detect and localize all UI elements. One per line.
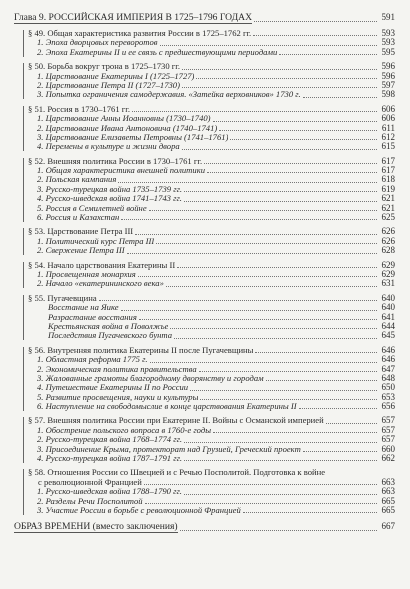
subsection-entry <box>14 166 395 175</box>
page-number: 665 <box>381 504 395 515</box>
page-number: 621 <box>381 193 395 204</box>
page-number: 660 <box>381 443 395 454</box>
section-heading <box>14 416 395 425</box>
entry-title: Глава 9. РОССИЙСКАЯ ИМПЕРИЯ В 1725–1796 ГОДАХ <box>14 12 253 23</box>
dot-leader <box>184 200 377 202</box>
dot-leader <box>243 511 377 513</box>
subsection-entry <box>14 237 395 246</box>
entry-title: 1. Просвещенная монархия <box>37 269 136 279</box>
page-number: 644 <box>381 320 395 331</box>
entry-title: 2. Царствование Ивана Антоновича (1740–1741) <box>37 123 218 133</box>
subsection-entry <box>14 114 395 123</box>
entry-title: 3. Попытка ограничения самодержавия. «Затейка верховников» 1730 г. <box>37 90 301 100</box>
section-bracket-line <box>23 295 24 340</box>
dot-leader <box>303 96 377 98</box>
page-number: 667 <box>381 521 395 532</box>
subsection-entry <box>14 48 395 57</box>
subsection-entry <box>14 90 395 99</box>
entry-title: 6. Россия и Казахстан <box>37 213 120 223</box>
page-number: 640 <box>381 302 395 313</box>
entry-title: 1. Царствование Анны Иоанновны (1730–1740) <box>37 114 211 124</box>
entry-title: § 52. Внешняя политика России в 1730–1761 гг. <box>28 156 203 166</box>
page-number: 591 <box>381 12 395 22</box>
subsection-entry <box>14 175 395 184</box>
section-heading <box>14 227 395 236</box>
section-bracket-line <box>23 63 24 99</box>
dot-leader <box>145 502 377 504</box>
page-number: 593 <box>381 37 395 48</box>
dot-leader <box>255 351 377 353</box>
dot-leader <box>160 44 377 46</box>
subsection-entry <box>14 279 395 288</box>
entry-title: 3. Присоединение Крыма, протекторат над Грузией, Греческий проект <box>37 444 301 454</box>
subsection-entry <box>14 213 395 222</box>
subsection-entry <box>14 497 395 506</box>
page-number: 653 <box>381 391 395 402</box>
section-heading <box>14 105 395 114</box>
subsection-entry <box>14 426 395 435</box>
entry-title: § 51. Россия в 1730–1761 гг. <box>28 104 130 114</box>
section-heading <box>14 157 395 166</box>
page-number: 596 <box>381 70 395 81</box>
subsection-entry <box>14 393 395 402</box>
entry-title: 6. Наступление на свободомыслие в конце царствования Екатерины II <box>37 402 297 412</box>
page-number: 657 <box>381 424 395 435</box>
dot-leader <box>182 86 377 88</box>
entry-title: § 57. Внешняя политика России при Екатерине II. Войны с Османской империей <box>28 416 324 426</box>
entry-title: Разрастание восстания <box>48 312 137 322</box>
dot-leader <box>207 171 377 173</box>
dot-leader <box>190 389 377 391</box>
page-number: 626 <box>381 226 395 237</box>
entry-title: § 55. Пугачевщина <box>28 293 97 303</box>
entry-title: Крестьянская война в Поволжье <box>48 321 169 331</box>
epilogue-heading <box>14 520 395 533</box>
entry-title: 1. Общая характеристика внешней политики <box>37 166 206 176</box>
page-number: 646 <box>381 354 395 365</box>
entry-title: 3. Русско-турецкая война 1735–1739 гг. <box>37 184 182 194</box>
dot-leader <box>182 68 377 70</box>
page-number: 650 <box>381 382 395 393</box>
subsection-entry <box>14 133 395 142</box>
page-number: 645 <box>381 330 395 341</box>
page-number: 611 <box>381 122 395 133</box>
subsection-entry <box>14 72 395 81</box>
entry-title: 2. Разделы Речи Посполитой <box>37 496 143 506</box>
subsection-entry <box>14 81 395 90</box>
subsection-entry <box>14 246 395 255</box>
section-heading <box>14 294 395 303</box>
section-bracket-line <box>23 347 24 411</box>
page-number: 595 <box>381 46 395 57</box>
dot-leader <box>138 275 377 277</box>
dot-leader <box>184 190 377 192</box>
subsection-entry <box>14 365 395 374</box>
page-number: 612 <box>381 131 395 142</box>
subsection-entry <box>14 435 395 444</box>
entry-title: § 53. Царствование Петра III <box>28 227 134 237</box>
entry-title: 2. Экономическая политика правительства <box>37 364 197 374</box>
subsection-entry <box>14 374 395 383</box>
page-number: 615 <box>381 141 395 152</box>
section-bracket-line <box>23 469 24 515</box>
dot-leader <box>174 337 377 339</box>
dot-leader <box>121 309 377 311</box>
page-number: 596 <box>381 61 395 72</box>
entry-title: 1. Областная реформа 1775 г. <box>37 355 148 365</box>
chapter-heading <box>14 11 395 24</box>
page-number: 631 <box>381 278 395 289</box>
entry-title: 2. Начало «екатерининского века» <box>37 279 164 289</box>
subsection-entry <box>14 303 395 312</box>
subsection-entry <box>14 322 395 331</box>
page-number: 629 <box>381 268 395 279</box>
subsection-entry <box>14 445 395 454</box>
entry-title: 1. Политический курс Петра III <box>37 236 155 246</box>
dot-leader <box>279 53 377 55</box>
subsection-entry <box>14 402 395 411</box>
entry-title: § 49. Общая характеристика развития России в 1725–1762 гг. <box>28 29 252 38</box>
section-bracket-line <box>23 106 24 151</box>
subsection-entry <box>14 194 395 203</box>
dot-leader <box>99 299 377 301</box>
page-number: 606 <box>381 113 395 124</box>
entry-title: 2. Эпоха Екатерины II и ее связь с предшествующими периодами <box>37 47 278 57</box>
page-number: 646 <box>381 344 395 355</box>
section-bracket-line <box>23 158 24 222</box>
subsection-entry <box>14 331 395 340</box>
subsection-entry <box>14 185 395 194</box>
entry-title: 3. Царствование Елизаветы Петровны (1741–1761) <box>37 132 229 142</box>
subsection-entry <box>14 487 395 496</box>
page-number: 606 <box>381 103 395 114</box>
section-heading <box>14 346 395 355</box>
dot-leader <box>213 431 377 433</box>
subsection-entry <box>14 142 395 151</box>
entry-title: § 54. Начало царствования Екатерины II <box>28 260 176 270</box>
entry-title: 2. Польская кампания <box>37 175 117 185</box>
section-bracket-line <box>23 417 24 463</box>
dot-leader <box>149 209 377 211</box>
dot-leader <box>196 77 377 79</box>
section-heading-continued <box>14 478 395 487</box>
dot-leader <box>135 233 377 235</box>
section-heading <box>14 62 395 71</box>
dot-leader <box>266 379 377 381</box>
dot-leader <box>254 20 377 22</box>
entry-title: 5. Развитие просвещения, науки и культуры <box>37 392 199 402</box>
section-bracket-line <box>23 30 24 57</box>
page-number: 647 <box>381 363 395 374</box>
section-heading <box>14 468 395 477</box>
page-number: 628 <box>381 245 395 256</box>
subsection-entry <box>14 124 395 133</box>
subsection-entry <box>14 38 395 47</box>
page-number: 597 <box>381 79 395 90</box>
dot-leader <box>213 120 377 122</box>
entry-title: 4. Перемены в культуре и жизни двора <box>37 142 180 152</box>
entry-title: 3. Участие России в борьбе с революционной Францией <box>37 505 241 515</box>
page-number: 593 <box>381 28 395 38</box>
dot-leader <box>184 493 377 495</box>
dot-leader <box>184 441 377 443</box>
entry-title: 1. Эпоха дворцовых переворотов <box>37 38 158 48</box>
page-number: 619 <box>381 183 395 194</box>
dot-leader <box>180 529 377 531</box>
page-number: 657 <box>381 434 395 445</box>
dot-leader <box>177 266 377 268</box>
dot-leader <box>303 450 377 452</box>
entry-title: 4. Русско-шведская война 1741–1743 гг. <box>37 194 182 204</box>
entry-title: § 56. Внутренняя политика Екатерины II после Пугачевщины <box>28 345 254 355</box>
entry-title: § 58. Отношения России со Швецией и с Речью Посполитой. Подготовка к войне <box>28 468 326 478</box>
page-number: 598 <box>381 89 395 100</box>
section-heading <box>14 261 395 270</box>
dot-leader <box>132 110 377 112</box>
dot-leader <box>184 459 377 461</box>
entry-title: 2. Русско-турецкая война 1768–1774 гг. <box>37 435 182 445</box>
subsection-entry <box>14 204 395 213</box>
dot-leader <box>253 34 377 36</box>
section-bracket-line <box>23 262 24 288</box>
dot-leader <box>118 181 377 183</box>
dot-leader <box>219 129 377 131</box>
page-number: 621 <box>381 202 395 213</box>
dot-leader <box>204 162 377 164</box>
page-number: 625 <box>381 212 395 223</box>
dot-leader <box>139 318 377 320</box>
page-number: 641 <box>381 311 395 322</box>
entry-title: 1. Царствование Екатерины I (1725–1727) <box>37 71 195 81</box>
page-number: 663 <box>381 476 395 487</box>
dot-leader <box>156 242 377 244</box>
page-number: 640 <box>381 292 395 303</box>
page-number: 626 <box>381 235 395 246</box>
entry-title: Восстание на Яике <box>48 303 119 313</box>
page-number: 648 <box>381 372 395 383</box>
table-of-contents <box>14 11 395 533</box>
subsection-entry <box>14 454 395 463</box>
dot-leader <box>326 422 377 424</box>
dot-leader <box>199 370 377 372</box>
page-number: 663 <box>381 486 395 497</box>
page-number: 657 <box>381 415 395 426</box>
page-number: 665 <box>381 495 395 506</box>
page-number: 618 <box>381 174 395 185</box>
dot-leader <box>166 285 377 287</box>
dot-leader <box>200 398 377 400</box>
subsection-entry <box>14 355 395 364</box>
dot-leader <box>170 327 377 329</box>
entry-title: ОБРАЗ ВРЕМЕНИ (вместо заключения) <box>14 521 178 533</box>
entry-title: 4. Русско-турецкая война 1787–1791 гг. <box>37 454 182 464</box>
dot-leader <box>150 361 378 363</box>
subsection-entry <box>14 313 395 322</box>
section-bracket-line <box>23 228 24 255</box>
dot-leader <box>299 407 377 409</box>
subsection-entry <box>14 383 395 392</box>
entry-title: с революционной Францией <box>38 477 142 487</box>
entry-title: 2. Царствование Петра II (1727–1730) <box>37 80 180 90</box>
entry-title: 5. Россия в Семилетней войне <box>37 203 147 213</box>
entry-title: Последствия Пугачевского бунта <box>48 331 173 341</box>
entry-title: § 50. Борьба вокруг трона в 1725–1730 гг. <box>28 62 181 72</box>
page-number: 617 <box>381 165 395 176</box>
entry-title: 2. Свержение Петра III <box>37 246 125 256</box>
section-heading <box>14 29 395 38</box>
subsection-entry <box>14 506 395 515</box>
entry-title: 4. Путешествие Екатерины II по России <box>37 383 189 393</box>
entry-title: 3. Жалованные грамоты благородному дворянству и городам <box>37 373 264 383</box>
dot-leader <box>127 252 377 254</box>
entry-title: 1. Обострение польского вопроса в 1760-е годы <box>37 425 212 435</box>
entry-title: 1. Русско-шведская война 1788–1790 гг. <box>37 487 182 497</box>
dot-leader <box>121 218 377 220</box>
page-number: 662 <box>381 453 395 464</box>
dot-leader <box>230 138 377 140</box>
dot-leader <box>182 148 377 150</box>
subsection-entry <box>14 270 395 279</box>
page-number: 629 <box>381 259 395 270</box>
page-number: 656 <box>381 401 395 412</box>
page-number: 617 <box>381 155 395 166</box>
dot-leader <box>144 483 377 485</box>
